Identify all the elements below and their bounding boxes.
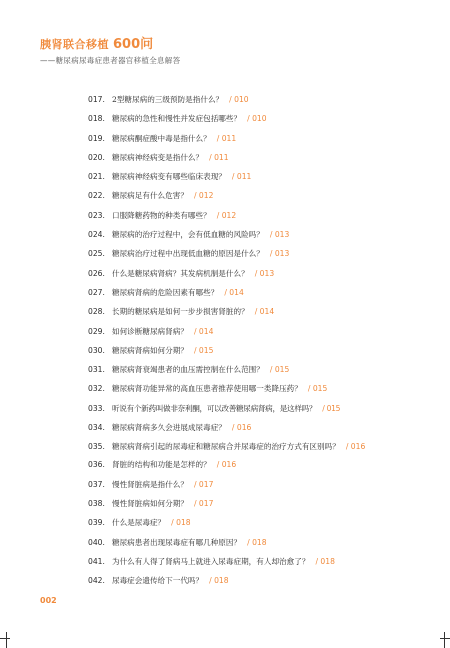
- toc-entry-title: 糖尿病的治疗过程中，会有低血糖的风险吗？: [112, 230, 264, 240]
- toc-entry-number: 035.: [88, 442, 105, 452]
- toc-entry-page: / 018: [209, 576, 229, 586]
- toc-entry-number: 017.: [88, 95, 105, 104]
- toc-entry-title: 糖尿病的急性和慢性并发症包括哪些？: [112, 114, 242, 124]
- toc-entry-text: [112, 268, 408, 280]
- toc-entry-text: [112, 439, 408, 455]
- toc-entry: [88, 326, 408, 338]
- toc-entry: [88, 268, 408, 280]
- running-header: [40, 36, 180, 66]
- toc-entry-text: [112, 383, 408, 395]
- toc-entry-text: [112, 133, 408, 145]
- toc-entry-title: 什么是糖尿病肾病？其发病机制是什么？: [112, 268, 249, 278]
- toc-entry-number: 032.: [88, 384, 105, 394]
- toc-entry-number: 027.: [88, 287, 105, 297]
- toc-entry-number: 034.: [88, 423, 105, 433]
- toc-entry: [88, 345, 408, 357]
- crop-mark-bottom-left-v: [6, 632, 7, 648]
- toc-entry: [88, 403, 408, 415]
- page-number: 002: [40, 596, 57, 605]
- toc-entry-title: 糖尿病肾病多久会进展成尿毒症？: [112, 423, 226, 433]
- toc-entry-number: 040.: [88, 537, 105, 547]
- toc-entry-number: 033.: [88, 403, 105, 413]
- toc-entry: [88, 422, 408, 434]
- toc-entry-text: [112, 479, 408, 491]
- toc-entry-page: / 011: [209, 152, 229, 162]
- toc-entry-page: / 010: [229, 95, 249, 104]
- toc-entry-title: 为什么有人得了肾病马上就进入尿毒症期，有人却治愈了？: [112, 556, 310, 566]
- toc-entry: [88, 459, 408, 471]
- toc-entry-title: 糖尿病酮症酸中毒是指什么？: [112, 133, 211, 143]
- toc-entry: [88, 383, 408, 395]
- toc-entry-number: 024.: [88, 230, 105, 240]
- toc-entry-page: / 014: [254, 307, 275, 317]
- table-of-contents: [88, 94, 408, 594]
- toc-entry-text: [112, 306, 408, 318]
- toc-entry-title: 糖尿病肾病如何分期？: [112, 345, 188, 355]
- toc-entry-title: 慢性肾脏病是指什么？: [112, 479, 188, 489]
- toc-entry-title: 尿毒症会遗传给下一代吗？: [112, 576, 204, 586]
- toc-entry-page: / 014: [224, 287, 244, 297]
- toc-entry-title: 糖尿病肾功能异常的高血压患者推荐使用哪一类降压药？: [112, 384, 302, 394]
- toc-entry-number: 025.: [88, 249, 105, 259]
- toc-entry-number: 022.: [88, 191, 105, 201]
- toc-entry: [88, 210, 408, 222]
- toc-entry: [88, 479, 408, 491]
- toc-entry-page: / 015: [193, 345, 214, 355]
- toc-entry-text: [112, 517, 408, 529]
- toc-entry-text: [112, 345, 408, 357]
- toc-entry-title: 糖尿病治疗过程中出现低血糖的原因是什么？: [112, 249, 264, 259]
- toc-entry-page: / 013: [269, 230, 290, 240]
- toc-entry-number: 020.: [88, 152, 105, 162]
- toc-entry: [88, 94, 408, 106]
- toc-entry-page: / 016: [345, 442, 366, 452]
- toc-entry-number: 023.: [88, 210, 105, 220]
- toc-entry-title: 糖尿病肾病引起的尿毒症和糖尿病合并尿毒症的治疗方式有区别吗？: [112, 442, 340, 452]
- toc-entry-number: 038.: [88, 498, 105, 508]
- toc-entry-page: / 018: [247, 537, 267, 547]
- toc-entry: [88, 152, 408, 164]
- toc-entry-title: 糖尿病患者出现尿毒症有哪几种原因？: [112, 537, 242, 547]
- toc-entry-number: 029.: [88, 326, 105, 336]
- toc-entry-text: [112, 326, 408, 338]
- toc-entry-text: [112, 152, 408, 164]
- toc-entry-number: 036.: [88, 460, 105, 470]
- toc-entry: [88, 229, 408, 241]
- toc-entry: [88, 287, 408, 299]
- toc-entry-title: 慢性肾脏病如何分期？: [112, 498, 188, 508]
- toc-entry-page: / 018: [171, 518, 191, 528]
- toc-entry: [88, 306, 408, 318]
- toc-entry-page: / 011: [216, 133, 237, 143]
- toc-entry: [88, 498, 408, 510]
- toc-entry-text: [112, 537, 408, 549]
- toc-entry-title: 糖尿病神经病变是指什么？: [112, 152, 204, 162]
- toc-entry: [88, 556, 408, 568]
- toc-entry-number: 041.: [88, 556, 105, 566]
- toc-entry-title: 糖尿病足有什么危害？: [112, 191, 188, 201]
- toc-entry-text: [112, 113, 408, 125]
- toc-entry-title: 如何诊断糖尿病肾病？: [112, 326, 188, 336]
- crop-mark-bottom-right-v: [444, 632, 445, 648]
- toc-entry-title: 糖尿病肾衰竭患者的血压需控制在什么范围？: [112, 365, 264, 375]
- book-title-badge: 600问: [113, 36, 154, 52]
- toc-entry-page: / 012: [216, 210, 237, 220]
- toc-entry: [88, 537, 408, 549]
- toc-entry-title: 长期的糖尿病是如何一步步损害肾脏的？: [112, 307, 249, 317]
- toc-entry-number: 026.: [88, 268, 105, 278]
- toc-entry: [88, 517, 408, 529]
- toc-entry-text: [112, 556, 408, 568]
- toc-entry-title: 2型糖尿病的三级预防是指什么？: [112, 95, 224, 104]
- book-subtitle: ——糖尿病尿毒症患者器官移植全息解答: [40, 56, 181, 65]
- toc-entry-title: 什么是尿毒症？: [112, 518, 166, 528]
- toc-entry-page: / 018: [315, 556, 335, 566]
- toc-entry-page: / 015: [322, 403, 341, 413]
- toc-entry-number: 021.: [88, 172, 105, 182]
- toc-entry-page: / 013: [254, 268, 275, 278]
- toc-entry-title: 口服降糖药物的种类有哪些？: [112, 210, 211, 220]
- toc-entry: [88, 133, 408, 145]
- toc-entry-text: [112, 575, 408, 587]
- toc-entry-number: 037.: [88, 479, 105, 489]
- header-title-row: [40, 36, 180, 52]
- toc-entry-page: / 015: [307, 384, 328, 394]
- toc-entry-page: / 013: [269, 249, 290, 259]
- toc-entry-page: / 014: [193, 326, 214, 336]
- toc-entry-page: / 012: [193, 191, 214, 201]
- toc-entry-title: 糖尿病肾病的危险因素有哪些？: [112, 287, 219, 297]
- toc-entry-text: [112, 210, 408, 222]
- toc-entry-number: 031.: [88, 365, 105, 375]
- toc-entry-page: / 016: [216, 460, 237, 470]
- toc-entry-number: 042.: [88, 576, 105, 586]
- toc-entry-number: 028.: [88, 307, 105, 317]
- toc-entry-text: [112, 190, 408, 202]
- toc-entry: [88, 364, 408, 376]
- book-title: 胰肾联合移植: [40, 38, 109, 51]
- toc-entry: [88, 190, 408, 202]
- toc-entry-text: [112, 422, 408, 434]
- toc-entry-page: / 017: [193, 479, 214, 489]
- toc-entry: [88, 113, 408, 125]
- toc-entry: [88, 171, 408, 183]
- toc-entry-title: 糖尿病神经病变有哪些临床表现？: [112, 172, 226, 182]
- toc-entry-number: 030.: [88, 345, 105, 355]
- toc-entry-text: [112, 498, 408, 510]
- toc-entry-title: 肾脏的结构和功能是怎样的？: [112, 460, 211, 470]
- toc-entry-text: [112, 459, 408, 471]
- toc-entry-text: [112, 403, 408, 415]
- toc-entry-page: / 015: [269, 365, 290, 375]
- toc-entry-page: / 011: [231, 172, 252, 182]
- toc-entry-text: [112, 171, 408, 183]
- toc-entry-page: / 017: [193, 498, 214, 508]
- toc-entry-number: 019.: [88, 133, 105, 143]
- toc-entry-page: / 010: [247, 114, 267, 124]
- toc-entry-number: 039.: [88, 518, 105, 528]
- toc-entry-text: [112, 94, 408, 106]
- crop-mark-bottom-right-h: [440, 638, 450, 639]
- toc-entry: [88, 575, 408, 587]
- toc-entry-text: [112, 229, 408, 241]
- toc-entry-title: 听说有个新药叫做非奈利酮，可以改善糖尿病肾病，是这样吗？: [112, 403, 317, 413]
- toc-entry: [88, 439, 408, 455]
- toc-entry-text: [112, 248, 408, 260]
- toc-entry: [88, 248, 408, 260]
- toc-entry-number: 018.: [88, 114, 105, 124]
- toc-entry-page: / 016: [231, 423, 252, 433]
- crop-mark-bottom-left-h: [0, 638, 10, 639]
- toc-entry-text: [112, 287, 408, 299]
- toc-entry-text: [112, 364, 408, 376]
